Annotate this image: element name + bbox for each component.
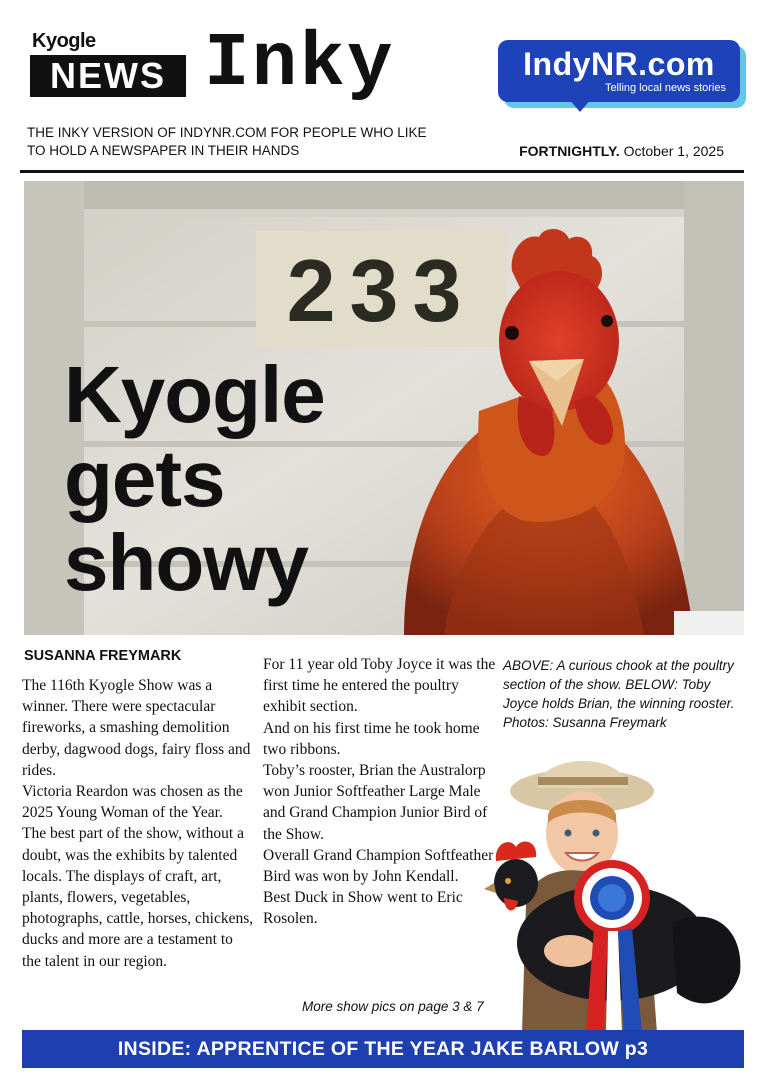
- headline-line-3: showy: [64, 518, 308, 607]
- logo-tagline: Telling local news stories: [604, 82, 726, 94]
- paragraph: Overall Grand Champion Softfeather Bird was won by John Kendall.: [263, 846, 494, 886]
- issue-date: October 1, 2025: [623, 143, 724, 159]
- masthead-rule: [20, 170, 744, 173]
- pen-number: 233: [286, 241, 476, 340]
- headline-line-2: gets: [64, 434, 225, 523]
- paragraph: Toby’s rooster, Brian the Australorp won Junior Softfeather Large Male and Grand Champion Junior Bird of the Show.: [263, 762, 488, 843]
- photo-caption: ABOVE: A curious chook at the poultry section of the show. BELOW: Toby Joyce holds Brian, the winning rooster. Photos: Susanna Freymark: [503, 658, 735, 730]
- paragraph: Best Duck in Show went to Eric Rosolen.: [263, 889, 463, 928]
- paragraph: Victoria Reardon was chosen as the 2025 Young Woman of the Year.: [22, 783, 243, 822]
- dateline: [519, 143, 724, 159]
- masthead-title: Inky: [204, 21, 395, 107]
- logo-name: IndyNR.com: [523, 46, 715, 82]
- speech-tail-icon: [568, 98, 592, 112]
- inside-banner[interactable]: INSIDE: APPRENTICE OF THE YEAR JAKE BARLOW p3: [22, 1030, 744, 1068]
- article-column-1: [22, 675, 254, 972]
- article-column-2: [263, 654, 497, 930]
- hero-photo: [24, 181, 744, 635]
- frequency-label: FORTNIGHTLY.: [519, 143, 620, 159]
- boy-with-rooster-photo: [482, 733, 744, 1033]
- paragraph: The best part of the show, without a doubt, was the exhibits by talented locals. The displays of craft, art, plants, flowers, vegetables, photographs, cattle, horses, chickens, ducks and more are a testament to the talent in our region.: [22, 825, 254, 970]
- byline: SUSANNA FREYMARK: [24, 648, 182, 664]
- kyogle-label: Kyogle: [32, 30, 96, 52]
- headline-line-1: Kyogle: [64, 350, 325, 439]
- paragraph: The 116th Kyogle Show was a winner. There were spectacular fireworks, a smashing demolition derby, dagwood dogs, fairy floss and rides.: [22, 677, 251, 779]
- news-logo-box: NEWS: [30, 55, 186, 97]
- more-pics-note: More show pics on page 3 & 7: [302, 999, 484, 1014]
- paragraph: And on his first time he took home two ribbons.: [263, 719, 480, 758]
- strapline: THE INKY VERSION OF INDYNR.COM FOR PEOPLE WHO LIKE TO HOLD A NEWSPAPER IN THEIR HANDS: [27, 125, 427, 158]
- headline: [64, 350, 325, 607]
- indynr-logo[interactable]: [498, 40, 740, 102]
- paragraph: For 11 year old Toby Joyce it was the first time he entered the poultry exhibit section.: [263, 656, 496, 716]
